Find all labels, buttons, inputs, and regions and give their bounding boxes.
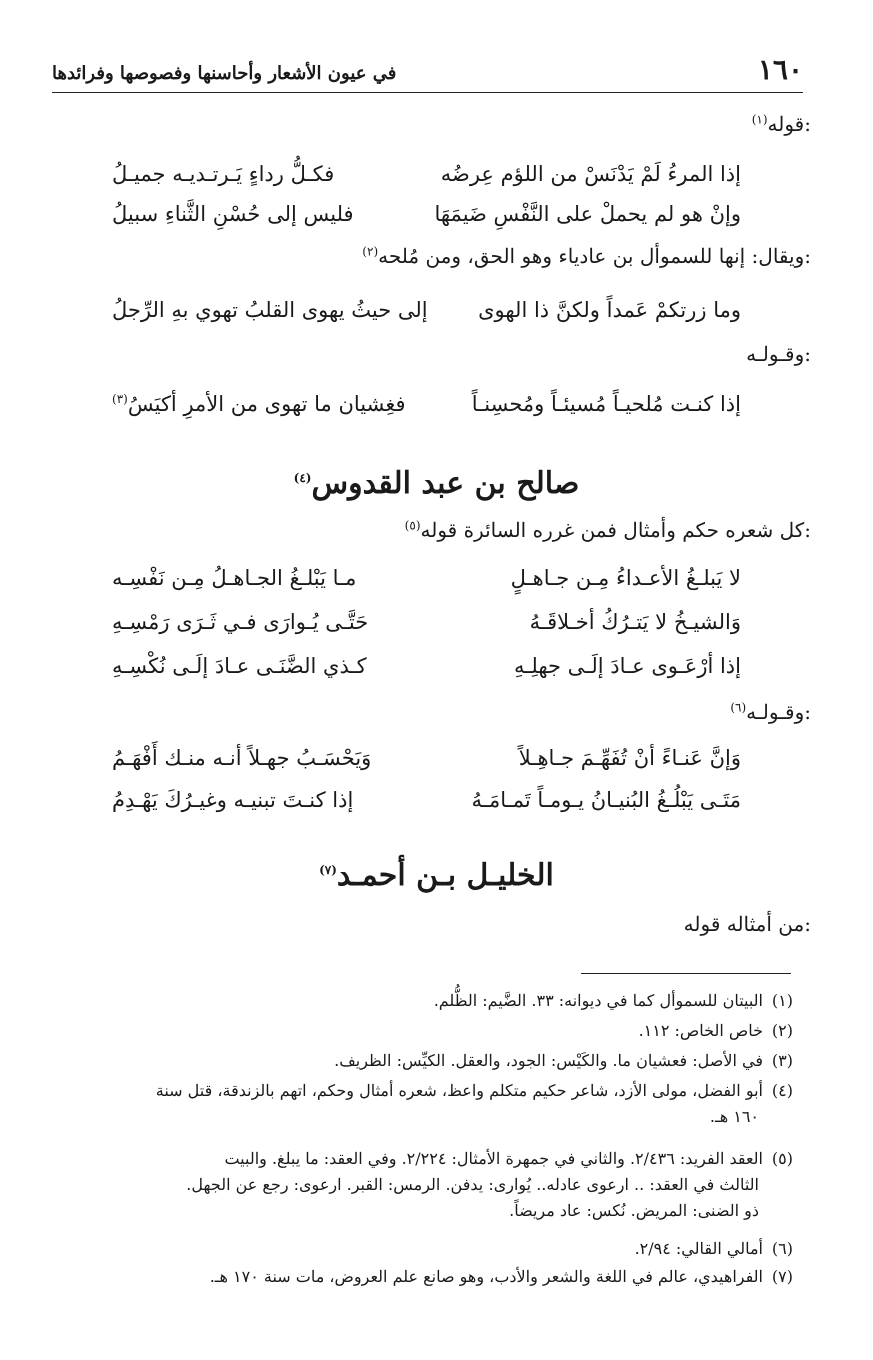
intro-line (405, 518, 811, 542)
intro-text: وقـولـه (746, 700, 805, 724)
intro-colon: : (804, 700, 811, 724)
verse-line (112, 648, 741, 684)
footnote-text: خاص الخاص: ١١٢. (638, 1021, 763, 1040)
verse-line (112, 386, 741, 422)
footnote-number: (٧) (771, 1267, 793, 1286)
verse-first-hemistich: لا يَبلـغُ الأعـداءُ مِـن جـاهـلٍ (510, 566, 741, 590)
footnote-text: في الأصل: فعشيان ما. والكَيْس: الجود، والعقل. الكيِّس: الظريف. (334, 1051, 763, 1070)
verse-first-hemistich: وإنْ هو لم يحملْ على النَّفْسِ ضَيمَهَا (434, 202, 741, 226)
intro-colon: : (804, 518, 811, 542)
intro-line: وقـولـه: (746, 342, 811, 366)
footnote-text-continued: الثالث في العقد: .. ارعوى عادله.. يُوارى: يدفن. الرمس: القبر. ارعوى: رجع عن الجهل. (186, 1175, 759, 1194)
footnote-text: البيتان للسموأل كما في ديوانه: ٣٣. الضَّيم: الظُّلم. (433, 991, 763, 1010)
footnote-ref: (٥) (404, 518, 421, 533)
footnote-number: (٥) (771, 1149, 793, 1168)
section-heading (0, 466, 873, 501)
footnote-ref: (٤) (293, 471, 312, 485)
intro-line (730, 700, 811, 724)
verse-line (112, 604, 741, 640)
running-title: في عيون الأشعار وأحاسنها وفصوصها وفرائدها (52, 63, 397, 84)
heading-text: صالح بن عبد القدوس (311, 466, 580, 501)
verse-first-hemistich: إذا أرْعَـوى عـادَ إلَـى جهلِـهِ (513, 654, 741, 678)
verse-second-hemistich: فكـلُّ رداءٍ يَـرتـديـه جميـلُ (112, 162, 335, 186)
footnote (40, 1018, 793, 1044)
footnote (40, 1236, 793, 1262)
footnote (40, 1078, 793, 1130)
footnote-text: أمالي القالي: ٢/٩٤. (634, 1239, 763, 1258)
verse-line (112, 740, 741, 776)
section-heading (0, 858, 873, 893)
intro-text: كل شعره حكم وأمثال فمن غرره السائرة قوله (420, 518, 805, 542)
verse-line (112, 782, 741, 818)
footnote-number: (٤) (771, 1081, 793, 1100)
footnote-number: (١) (771, 991, 793, 1010)
footnote-ref: (٣) (112, 392, 128, 406)
footnote-number: (٦) (771, 1239, 793, 1258)
verse-second-hemistich: إذا كنـتَ تبنيـه وغيـرُكَ يَهْـدِمُ (112, 788, 354, 812)
verse-first-hemistich: وَالشيـخُ لا يَتـرُكُ أخـلاقَـهُ (529, 610, 741, 634)
footnote (40, 988, 793, 1014)
page-number: ١٦٠ (757, 53, 803, 86)
footnote-text: الفراهيدي، عالم في اللغة والشعر والأدب، وهو صانع علم العروض، مات سنة ١٧٠ هـ. (209, 1267, 763, 1286)
footnote-text-continued: ١٦٠ هـ. (709, 1107, 759, 1126)
verse-second-hemistich: كـذي الضَّنَـى عـادَ إلَـى نُكْسِـهِ (112, 654, 367, 678)
verse-first-hemistich: وما زرتكمْ عَمداً ولكنَّ ذا الهوى (478, 298, 741, 322)
verse-second-hemistich: حَتَّـى يُـوارَى فـي ثَـرَى رَمْسِـهِ (112, 610, 369, 634)
intro-colon: : (804, 112, 811, 136)
verse-first-hemistich: إذا كنـت مُلحيـاً مُسيئـاً ومُحسِنـاً (471, 392, 741, 416)
footnote-text: العقد الفريد: ٢/٤٣٦. والثاني في جمهرة الأمثال: ٢/٢٢٤. وفي العقد: ما يبلغ. والبيت (224, 1149, 763, 1168)
verse-second-hemistich: وَيَحْسَـبُ جهـلاً أنـه منـك أَفْهَـمُ (112, 746, 372, 770)
footnote-separator (581, 973, 791, 974)
verse-line (112, 156, 741, 192)
intro-line: من أمثاله قوله: (683, 912, 811, 936)
footnote (40, 1048, 793, 1074)
footnote (40, 1146, 793, 1224)
footnote (40, 1264, 793, 1290)
footnote-number: (٣) (771, 1051, 793, 1070)
footnote-ref: (٧) (319, 863, 337, 877)
verse-second-hemistich: إلى حيثُ يهوى القلبُ تهوي بهِ الرِّجلُ (112, 298, 428, 322)
verse-second-hemistich: مـا يَبْلـغُ الجـاهـلُ مِـن نَفْسِـه (112, 566, 357, 590)
verse-line (112, 560, 741, 596)
hemistich-text: فغِشيان ما تهوى من الأمرِ أكيَسُ (127, 392, 406, 416)
intro-text: ويقال: إنها للسموأل بن عادياء وهو الحق، ومن مُلحه (378, 244, 805, 268)
intro-colon: : (804, 244, 811, 268)
verse-second-hemistich: فليس إلى حُسْنِ الثَّناءِ سبيلُ (112, 202, 354, 226)
footnote-number: (٢) (771, 1021, 793, 1040)
footnote-text-continued: ذو الضنى: المريض. نُكس: عاد مريضاً. (509, 1201, 759, 1220)
verse-first-hemistich: إذا المرءُ لَمْ يَدْنَسْ من اللؤم عِرضُه (440, 162, 741, 186)
verse-first-hemistich: وَإنَّ عَنـاءً أنْ تُفَهِّـمَ جـاهِـلاً (518, 746, 741, 770)
verse-first-hemistich: مَتَـى يَبْلُـغُ البُنيـانُ يـومـاً تَمـامَـهُ (471, 788, 741, 812)
verse-line (112, 196, 741, 232)
verse-second-hemistich (112, 392, 406, 416)
heading-text: الخليـل بـن أحمـد (336, 858, 554, 893)
footnote-ref: (٢) (362, 244, 379, 259)
footnote-ref: (٦) (730, 700, 747, 715)
footnote-ref: (١) (751, 112, 768, 127)
intro-line (752, 112, 811, 136)
verse-line (112, 292, 741, 328)
footnote-text: أبو الفضل، مولى الأزد، شاعر حكيم متكلم واعظ، شعره أمثال وحكم، اتهم بالزندقة، قتل سنة (155, 1081, 763, 1100)
intro-line (362, 244, 811, 268)
intro-text: قوله (767, 112, 805, 136)
running-header (52, 52, 803, 93)
